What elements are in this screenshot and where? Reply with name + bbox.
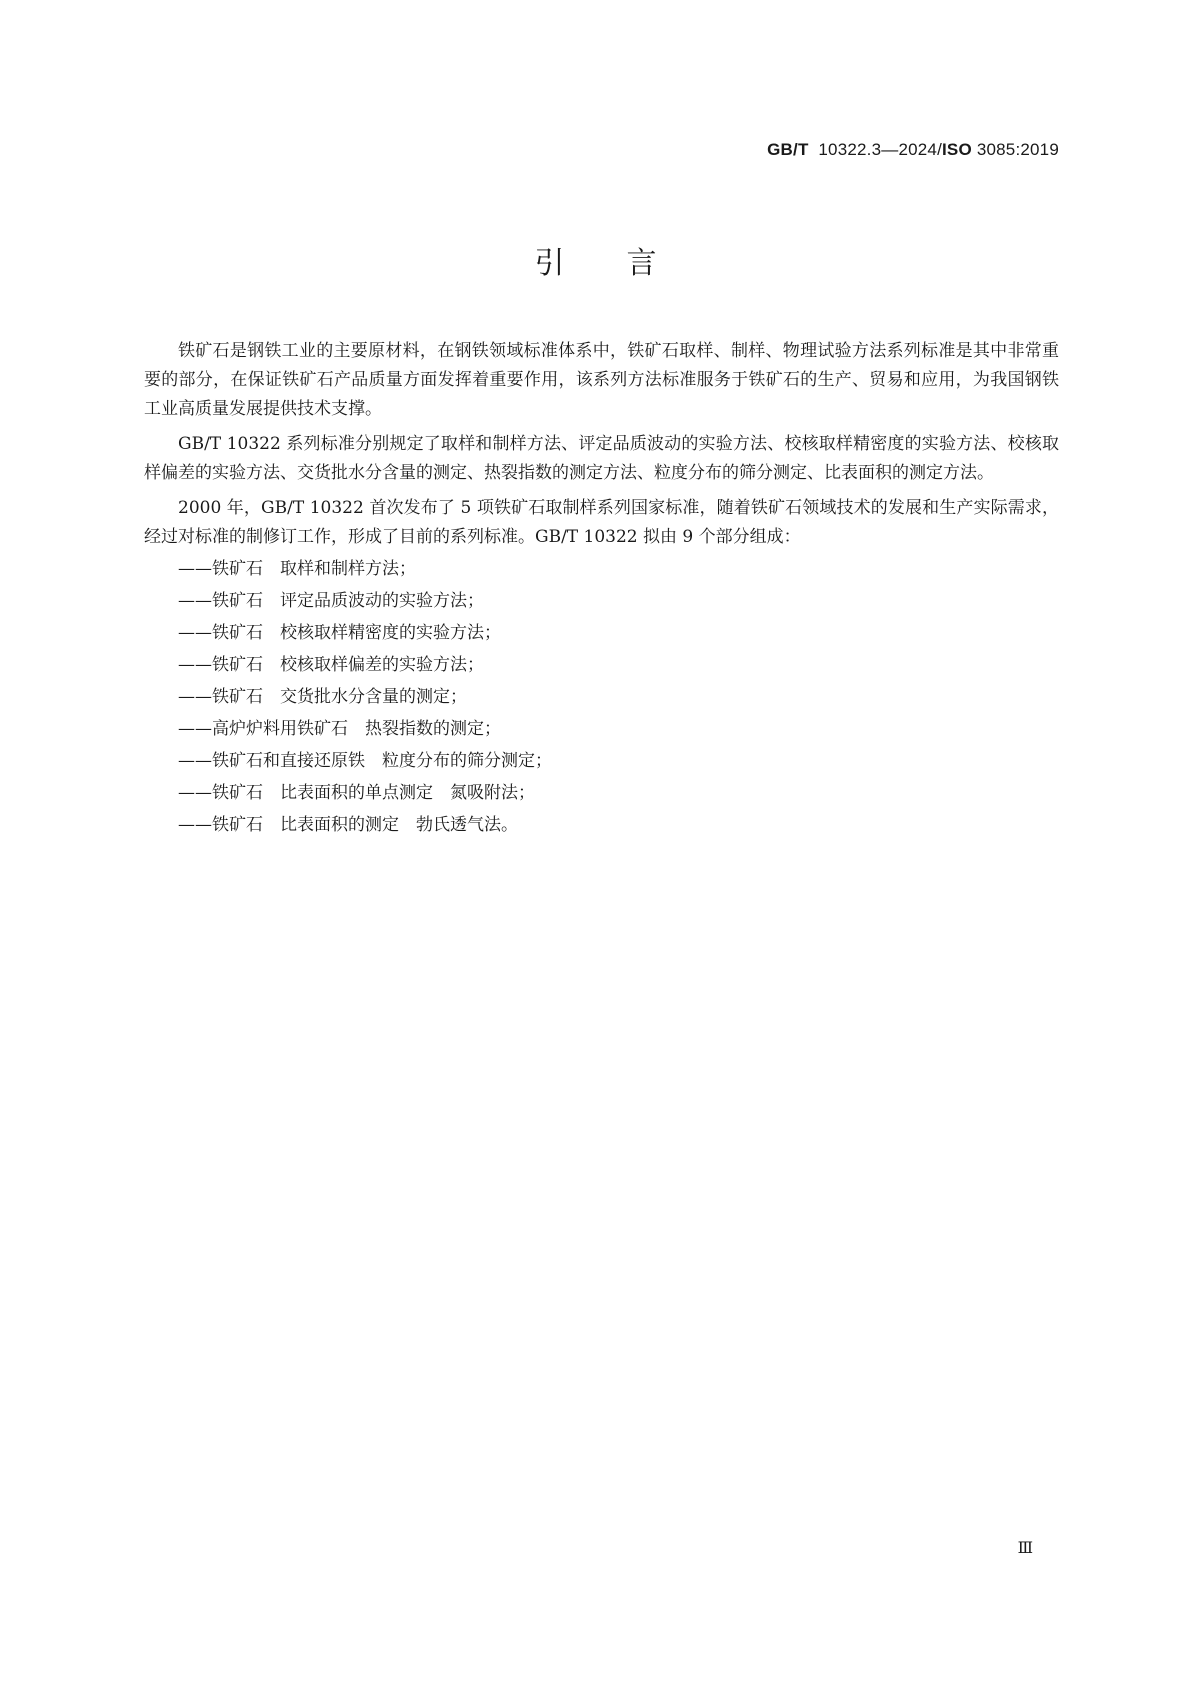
standard-code-number: 10322.3—2024/	[818, 140, 942, 159]
page-number: Ⅲ	[1017, 1538, 1033, 1557]
list-item: ——铁矿石 校核取样偏差的实验方法；	[178, 655, 484, 675]
parts-list	[144, 555, 1059, 840]
list-item: ——高炉炉料用铁矿石 热裂指数的测定；	[178, 719, 501, 739]
iso-code-prefix: ISO	[942, 140, 972, 159]
section-title	[0, 238, 1191, 282]
list-item: ——铁矿石 比表面积的测定 勃氏透气法。	[178, 815, 518, 835]
iso-code-number: 3085:2019	[976, 140, 1059, 159]
paragraph-3: 2000 年，GB/T 10322 首次发布了 5 项铁矿石取制样系列国家标准，随着铁矿石领域技术的发展和生产实际需求，经过对标准的制修订工作，形成了目前的系列标准。GB/T 10322 拟由 9 个部分组成：	[144, 498, 1059, 547]
standard-code-prefix: GB/T	[767, 140, 809, 159]
standard-code-header	[767, 140, 1059, 160]
title-char-2: 言	[626, 246, 657, 281]
title-char-1: 引	[534, 246, 565, 281]
introduction-body	[144, 337, 1059, 843]
list-item: ——铁矿石 评定品质波动的实验方法；	[178, 591, 484, 611]
list-item: ——铁矿石和直接还原铁 粒度分布的筛分测定；	[178, 751, 552, 771]
list-item: ——铁矿石 校核取样精密度的实验方法；	[178, 623, 501, 643]
paragraph-1: 铁矿石是钢铁工业的主要原材料，在钢铁领域标准体系中，铁矿石取样、制样、物理试验方法系列标准是其中非常重要的部分，在保证铁矿石产品质量方面发挥着重要作用，该系列方法标准服务于铁矿石的生产、贸易和应用，为我国钢铁工业高质量发展提供技术支撑。	[144, 341, 1059, 419]
list-item: ——铁矿石 交货批水分含量的测定；	[178, 687, 467, 707]
paragraph-2: GB/T 10322 系列标准分别规定了取样和制样方法、评定品质波动的实验方法、校核取样精密度的实验方法、校核取样偏差的实验方法、交货批水分含量的测定、热裂指数的测定方法、粒度分布的筛分测定、比表面积的测定方法。	[144, 434, 1059, 483]
list-item: ——铁矿石 取样和制样方法；	[178, 559, 416, 579]
list-item: ——铁矿石 比表面积的单点测定 氮吸附法；	[178, 783, 535, 803]
